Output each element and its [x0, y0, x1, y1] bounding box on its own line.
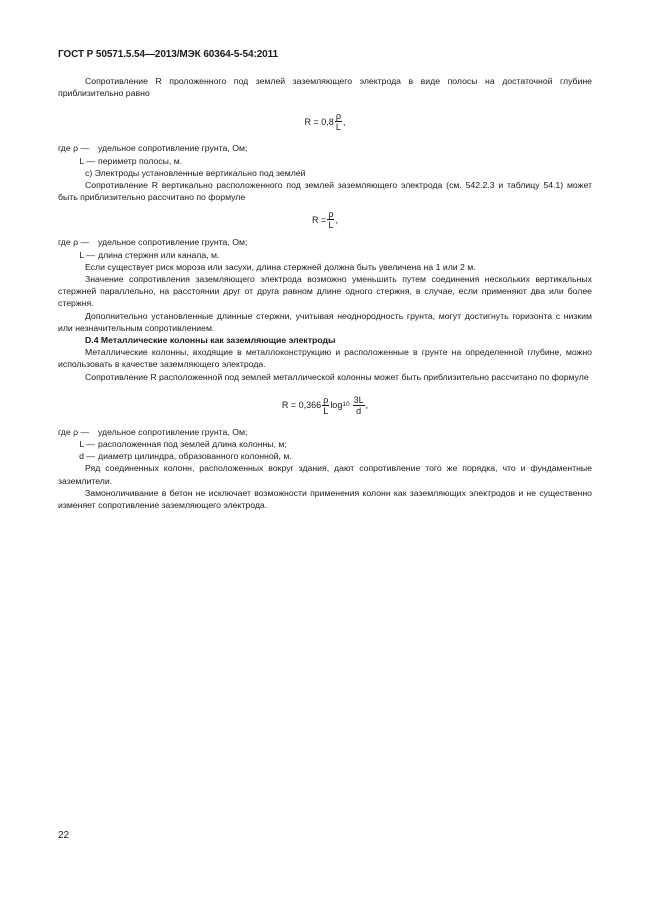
where-list-1	[58, 142, 592, 166]
where-item	[58, 450, 592, 462]
where-list-2	[58, 236, 592, 260]
where-label: L —	[79, 439, 95, 450]
paragraph-long-rods: Дополнительно установленные длинные стержни, учитывая неоднородность грунта, могут достигнуть горизонта с низким или незначительным сопротивлением.	[58, 310, 592, 333]
formula-strip	[58, 111, 592, 132]
where-label: где ρ —	[58, 426, 90, 437]
section-heading-d4: D.4 Металлические колонны как заземляющие электроды	[85, 335, 336, 346]
formula-strip-fraction	[335, 111, 342, 132]
formula-vertical-denominator: L	[328, 220, 334, 231]
formula-column-tail: ,	[365, 400, 369, 411]
where-text: удельное сопротивление грунта, Ом;	[98, 426, 248, 437]
formula-column-numerator-2: 3L	[353, 394, 364, 405]
formula-vertical-numerator: ρ	[328, 209, 334, 220]
where-item	[58, 236, 592, 248]
page-number: 22	[58, 830, 70, 841]
paragraph-vertical-heading: c) Электроды установленные вертикально под землей	[85, 167, 306, 178]
formula-column-numerator-1: ρ	[323, 394, 329, 405]
formula-strip-tail: ,	[342, 116, 346, 127]
where-item	[58, 155, 592, 167]
where-item	[58, 426, 592, 438]
where-label: где ρ —	[58, 143, 90, 154]
where-text: удельное сопротивление грунта, Ом;	[98, 143, 248, 154]
where-label: L —	[79, 155, 95, 166]
formula-vertical-lhs: R =	[312, 214, 327, 225]
where-label: d —	[79, 451, 95, 462]
where-item	[58, 249, 592, 261]
formula-column-denominator-2: d	[356, 405, 362, 416]
where-item	[58, 142, 592, 154]
formula-column-fraction-2	[353, 395, 365, 416]
paragraph-parallel-rods: Значение сопротивления заземляющего электрода возможно уменьшить путем соединения нескольких вертикальных стержней параллельно, на расстоянии друг от друга равном длине одного стержня, в случае, если применяют два или более стержня.	[58, 274, 592, 309]
paragraph-strip-electrode: Сопротивление R проложенного под землей заземляющего электрода в виде полосы на достаточной глубине приблизительно равно	[58, 76, 592, 99]
paragraph-metal-columns: Металлические колонны, входящие в металлоконструкцию и расположенные в грунте на определенной глубине, можно использовать в качестве заземляющего электрода.	[58, 347, 592, 370]
where-label: L —	[79, 249, 95, 260]
formula-column	[58, 395, 592, 416]
paragraph-column-resistance: Сопротивление R расположенной под землей металлической колонны может быть приблизительно рассчитано по формуле	[85, 371, 589, 382]
where-text: удельное сопротивление грунта, Ом;	[98, 237, 248, 248]
paragraph-vertical-electrode: Сопротивление R вертикально расположенного под землей заземляющего электрода (см. 542.2.3 и таблицу 54.1) может быть приблизительно рассчитано по формуле	[58, 180, 592, 203]
where-text: расположенная под землей длина колонны, м;	[98, 439, 287, 450]
paragraph-concrete-encasement: Замоноличивание в бетон не исключает возможности применения колонн как заземляющих электродов и не существенно изменяет сопротивление заземляющего электрода.	[58, 487, 592, 511]
where-text: диаметр цилиндра, образованного колонной, м.	[98, 451, 292, 462]
formula-strip-lhs: R = 0,8	[304, 116, 334, 127]
formula-column-denominator-1: L	[323, 405, 329, 416]
where-list-3	[58, 426, 592, 463]
where-text: периметр полосы, м.	[98, 155, 183, 166]
formula-vertical-tail: ,	[335, 214, 338, 225]
formula-column-fraction-1	[322, 395, 329, 416]
paragraph-frost-drought: Если существует риск мороза или засухи, длина стержней должна быть увеличена на 1 или 2 м.	[85, 261, 476, 272]
paragraph-connected-columns: Ряд соединенных колонн, расположенных вокруг здания, дают сопротивление того же порядка, что и фундаментные заземлители.	[58, 463, 592, 486]
where-item	[58, 438, 592, 450]
where-label: где ρ —	[58, 237, 90, 248]
formula-strip-numerator: ρ	[335, 111, 341, 122]
formula-vertical-fraction	[327, 209, 334, 230]
formula-column-log-base: 10	[342, 401, 350, 409]
document-header: ГОСТ Р 50571.5.54—2013/МЭК 60364-5-54:2011	[58, 49, 278, 60]
formula-column-log: log	[330, 400, 343, 411]
formula-column-lhs: R = 0,366	[281, 400, 322, 411]
formula-strip-denominator: L	[335, 122, 341, 133]
where-text: длина стержня или канала, м.	[98, 249, 220, 260]
formula-vertical	[58, 209, 592, 230]
page-content	[58, 75, 592, 511]
